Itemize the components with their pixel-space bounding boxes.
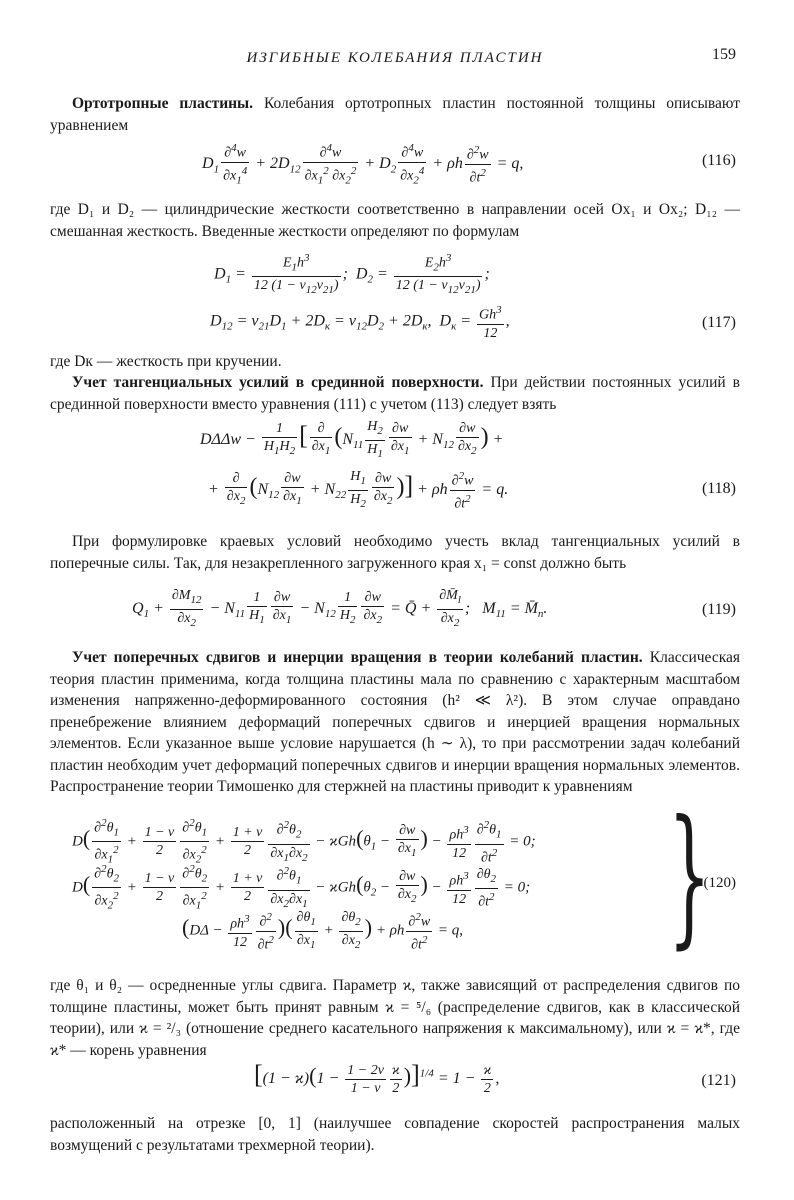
equation-117-line-2: $D_{12} = \nu_{21}D_1 + 2D_к = \nu_{12}D_2 + 2D_к$, $D_к$ = $\frac{Gh^3}{12}$ ,: [210, 304, 510, 341]
equation-119: [50, 587, 740, 635]
equation-118: [50, 418, 740, 523]
equation-number-120: (120): [703, 875, 736, 891]
page-number: 159: [712, 46, 736, 63]
equation-119-body: $Q_1$ + $\frac{\partial M_{12}}{\partial x_2}$ − $N_{11}$ $\frac{1}{H_1}$ $\frac{\partial w}{\partial x_1}$ − $N_{12}$ $\frac{1}{H_2}$ $\frac{\partial w}{\partial x_2}$ = Q̄ + $\frac{\partial M̄_l}{\partial x_2}$ ; $M_{11}$ = $M̄_n$.: [132, 588, 548, 629]
paragraph-shear-text: Классическая теория пластин применима, когда толщина пластины мала по сравнению с характерным масштабом изменения напряженно-деформированного состояния (h² ≪ λ²). В этом случае оправдано пренебрежение влиянием деформаций поперечных сдвигов и инерцией вращения нормальных элементов. Если указанное выше условие нарушается (h ∼ λ), то при рассмотрении задач колебаний пластин необходим учет деформаций поперечных сдвигов и инерции вращения нормальных элементов. Распространение теории Тимошенко для стержней на пластины приводит к уравнениям: [50, 649, 741, 795]
equation-120-line-2: D( $\frac{\partial^2\theta_2}{\partial x_2^2}$ + $\frac{1 - \nu}{2}$ $\frac{\partial^2\theta_2}{\partial x_1^2}$ + $\frac{1 + \nu}{2}$ $\frac{\partial^2\theta_1}{\partial x_2\partial x_1}$ − $ϰGh(\theta_2$ − $\frac{\partial w}{\partial x_2}$ ) − $\frac{\rho h^3}{12}$ $\frac{\partial\theta_2}{\partial t^2}$ = 0;: [72, 863, 531, 912]
book-page: [50, 0, 740, 1200]
system-brace: }: [668, 789, 711, 963]
equation-120-line-3: (DΔ − $\frac{\rho h^3}{12}$ $\frac{\partial^2}{\partial t^2}$ )( $\frac{\partial\theta_1}{\partial x_1}$ + $\frac{\partial\theta_2}{\partial x_2}$ ) + ρh $\frac{\partial^2w}{\partial t^2}$ = q,: [182, 910, 464, 953]
equation-120: [50, 789, 740, 965]
paragraph-shear: [50, 647, 740, 798]
equation-118-line-1: DΔΔw − $\frac{1}{H_1H_2}$ [ $\frac{\partial}{\partial x_1}$ ($N_{11}$ $\frac{H_2}{H_1}$ $\frac{\partial w}{\partial x_1}$ + $N_{12}$ $\frac{\partial w}{\partial x_2}$ ) +: [200, 419, 504, 460]
section-heading-shear: Учет поперечных сдвигов и инерции вращения в теории колебаний пластин.: [72, 649, 643, 666]
paragraph-tangential-text: При действии постоянных усилий в срединной поверхности вместо уравнения (111) с учетом (113) следует взять: [50, 374, 740, 413]
equation-116-body: $D_1$ $\frac{\partial^4w}{\partial x_1^4}$ + $2D_{12}$ $\frac{\partial^4w}{\partial x_1^2 \partial x_2^2}$ + $D_2$ $\frac{\partial^4w}{\partial x_2^4}$ + ρh $\frac{\partial^2w}{\partial t^2}$ = q,: [202, 142, 524, 187]
section-heading-orthotropic: Ортотропные пластины.: [72, 95, 254, 112]
equation-number-116: (116): [701, 152, 736, 169]
paragraph-after-120: где θ₁ и θ₂ — осредненные углы сдвига. Параметр ϰ, также зависящий от распределения сдвигов по толщине пластины, может быть принят равным ϰ = ⁵/₆ (распределение сдвигов, как в классической теории), или ϰ = ²/₃ (отношение среднего касательного напряжения к максимальному), или ϰ = ϰ*, где ϰ* — корень уравнения: [50, 977, 740, 1059]
equation-117: [50, 250, 740, 345]
paragraph-after-121: расположенный на отрезке [0, 1] (наилучшее совпадение скоростей распространения малых возмущений с результатами трехмерной теории).: [50, 1115, 740, 1154]
equation-number-118: (118): [701, 480, 736, 497]
paragraph-after-116: где D₁ и D₂ — цилиндрические жесткости соответственно в направлении осей Ox₁ и Ox₂; D₁₂ — смешанная жесткость. Введенные жесткости определяют по формулам: [50, 201, 740, 240]
equation-117-line-1: $D_1$ = $\frac{E_1h^3}{12 (1 - \nu_{12}\nu_{21})}$ ; $D_2$ = $\frac{E_2h^3}{12 (1 - \nu_{12}\nu_{21})}$ ;: [214, 252, 490, 297]
equation-number-117: (117): [701, 314, 736, 331]
equation-number-119: (119): [701, 601, 736, 618]
paragraph-tangential: [50, 372, 740, 415]
equation-121-body: [(1 − ϰ)(1 − $\frac{1 - 2\nu}{1 - \nu}$ $\frac{ϰ}{2}$ )]$^{1/4}$ = 1 − $\frac{ϰ}{2}$ ,: [254, 1060, 500, 1096]
equation-121: [50, 1060, 740, 1106]
section-heading-tangential: Учет тангенциальных усилий в срединной поверхности.: [72, 374, 484, 391]
equation-118-line-2: + $\frac{\partial}{\partial x_2}$ ($N_{12}$ $\frac{\partial w}{\partial x_1}$ + $N_{22}$ $\frac{H_1}{H_2}$ $\frac{\partial w}{\partial x_2}$ )] + ρh $\frac{\partial^2w}{\partial t^2}$ = q.: [208, 469, 509, 512]
equation-number-121: (121): [701, 1072, 736, 1089]
equation-120-line-1: D( $\frac{\partial^2\theta_1}{\partial x_1^2}$ + $\frac{1 - \nu}{2}$ $\frac{\partial^2\theta_1}{\partial x_2^2}$ + $\frac{1 + \nu}{2}$ $\frac{\partial^2\theta_2}{\partial x_1\partial x_2}$ − $ϰGh(\theta_1$ − $\frac{\partial w}{\partial x_1}$ ) − $\frac{\rho h^3}{12}$ $\frac{\partial^2\theta_1}{\partial t^2}$ = 0;: [72, 817, 536, 866]
running-head: ИЗГИБНЫЕ КОЛЕБАНИЯ ПЛАСТИН: [246, 50, 544, 66]
equation-116: [50, 140, 740, 187]
paragraph-after-117: где Dк — жесткость при кручении.: [50, 353, 282, 370]
paragraph-orthotropic: [50, 93, 740, 136]
paragraph-boundary: При формулировке краевых условий необходимо учесть вклад тангенциальных усилий в поперечные силы. Так, для незакрепленного загруженного края x₁ = const должно быть: [50, 533, 740, 572]
paragraph-orthotropic-text: Колебания ортотропных пластин постоянной толщины описывают уравнением: [50, 95, 741, 134]
